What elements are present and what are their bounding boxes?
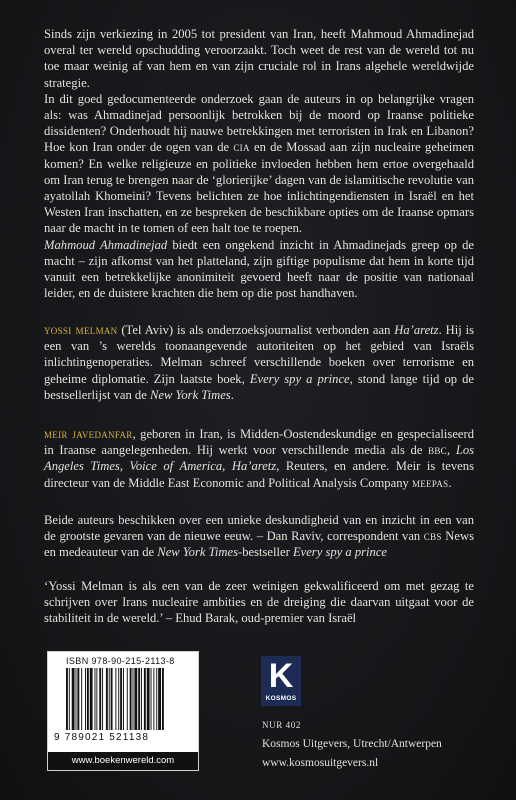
isbn-number: ISBN 978-90-215-2113-8 bbox=[66, 656, 175, 666]
book-title: Mahmoud Ahmadinejad bbox=[44, 237, 168, 252]
nur-code: NUR 402 bbox=[262, 720, 301, 730]
kosmos-logo bbox=[261, 656, 301, 706]
publisher-name: Kosmos Uitgevers, Utrecht/Antwerpen bbox=[262, 738, 442, 750]
author-bio-javedanfar: meir javedanfar, geboren in Iran, is Midden-Oostendeskundige en gespecialiseerd in Iraanse aangelegenheden. Hij werkt voor verschillende media als de bbc, Los Angeles Times, Voice of America, Ha’aretz, Reuters, en andere. Meir is tevens directeur van de Middle East Economic and Political Analysis Company meepas. bbox=[44, 427, 475, 490]
barcode-label bbox=[47, 651, 199, 771]
author-name: meir javedanfar bbox=[44, 427, 133, 441]
author-bio-melman: yossi melman (Tel Aviv) is als onderzoeksjournalist verbonden aan Ha’aretz. Hij is een van ’s werelds toonaangevende autoriteiten op het gebied van Israëls inlichtingenoperaties. Melman schreef verschillende boeken over terrorisme en geheime diplomatie. Zijn laatste boek, Every spy a prince, stond lange tijd op de bestsellerlijst van de New York Times. bbox=[44, 323, 474, 402]
bookstore-website: www.boekenwereld.com bbox=[48, 752, 198, 770]
publisher-info bbox=[262, 716, 492, 773]
publisher-website: www.kosmosuitgevers.nl bbox=[262, 757, 379, 769]
barcode-icon bbox=[66, 668, 192, 730]
cia-abbreviation: cia bbox=[233, 140, 250, 155]
blurb-section bbox=[44, 26, 474, 301]
blurb-paragraph-1: Sinds zijn verkiezing in 2005 tot president van Iran, heeft Mahmoud Ahmadinejad overal ter wereld opschudding veroorzaakt. Toch weet de rest van de wereld tot nu toe maar weinig af van hem en van zijn cruciale rol in Irans algehele wereldwijde strategie. bbox=[44, 27, 474, 90]
blurb-paragraph-3: Mahmoud Ahmadinejad biedt een ongekend inzicht in Ahmadinejads greep op de macht – zijn afkomst van het platteland, zijn giftige populisme dat hem in korte tijd vanuit een betrekkelijke anonimiteit gevoerd heeft naar de positie van nationaal leider, en de duistere krachten die hem op die post handhaven. bbox=[44, 237, 474, 301]
logo-letter: K bbox=[268, 657, 294, 695]
logo-name: KOSMOS bbox=[265, 695, 297, 702]
blurb-paragraph-2: In dit goed gedocumenteerde onderzoek gaan de auteurs in op belangrijke vragen als: was Ahmadinejad persoonlijk betrokken bij de moord op Iraanse politieke dissidenten? Onderhoudt hij nauwe betrekkingen met terroristen in Irak en Libanon? Hoe kon Iran onder de ogen van de cia en de Mossad aan zijn nucleaire geheimen komen? En welke religieuze en politieke invloeden hebben hem ertoe overgehaald om Iran terug te brengen naar de ‘glorierijke’ dagen van de islamitische revolutie van ayatollah Khomeini? Tevens belichten ze hoe inlichtingendiensten in Israël en het Westen Iran inschatten, en ze bespreken de beschikbare opties om de Iraanse opmars naar de macht in te tomen of een halt toe te roepen. bbox=[44, 91, 474, 236]
review-quote-barak: ‘Yossi Melman is als een van de zeer weinigen gekwalificeerd om met gezag te schrijven over Irans nucleaire ambities en de dreiging die daarvan uitgaat voor de stabiliteit in de wereld.’ – Ehud Barak, oud-premier van Israël bbox=[44, 579, 474, 626]
review-quote-raviv: Beide auteurs beschikken over een unieke deskundigheid van en inzicht in een van de grootste gevaren van de nieuwe eeuw. – Dan Raviv, correspondent van cbs News en medeauteur van de New York Times-bestseller Every spy a prince bbox=[44, 513, 474, 560]
barcode-digits: 9 789021 521138 bbox=[54, 732, 150, 743]
author-name: yossi melman bbox=[44, 323, 118, 337]
